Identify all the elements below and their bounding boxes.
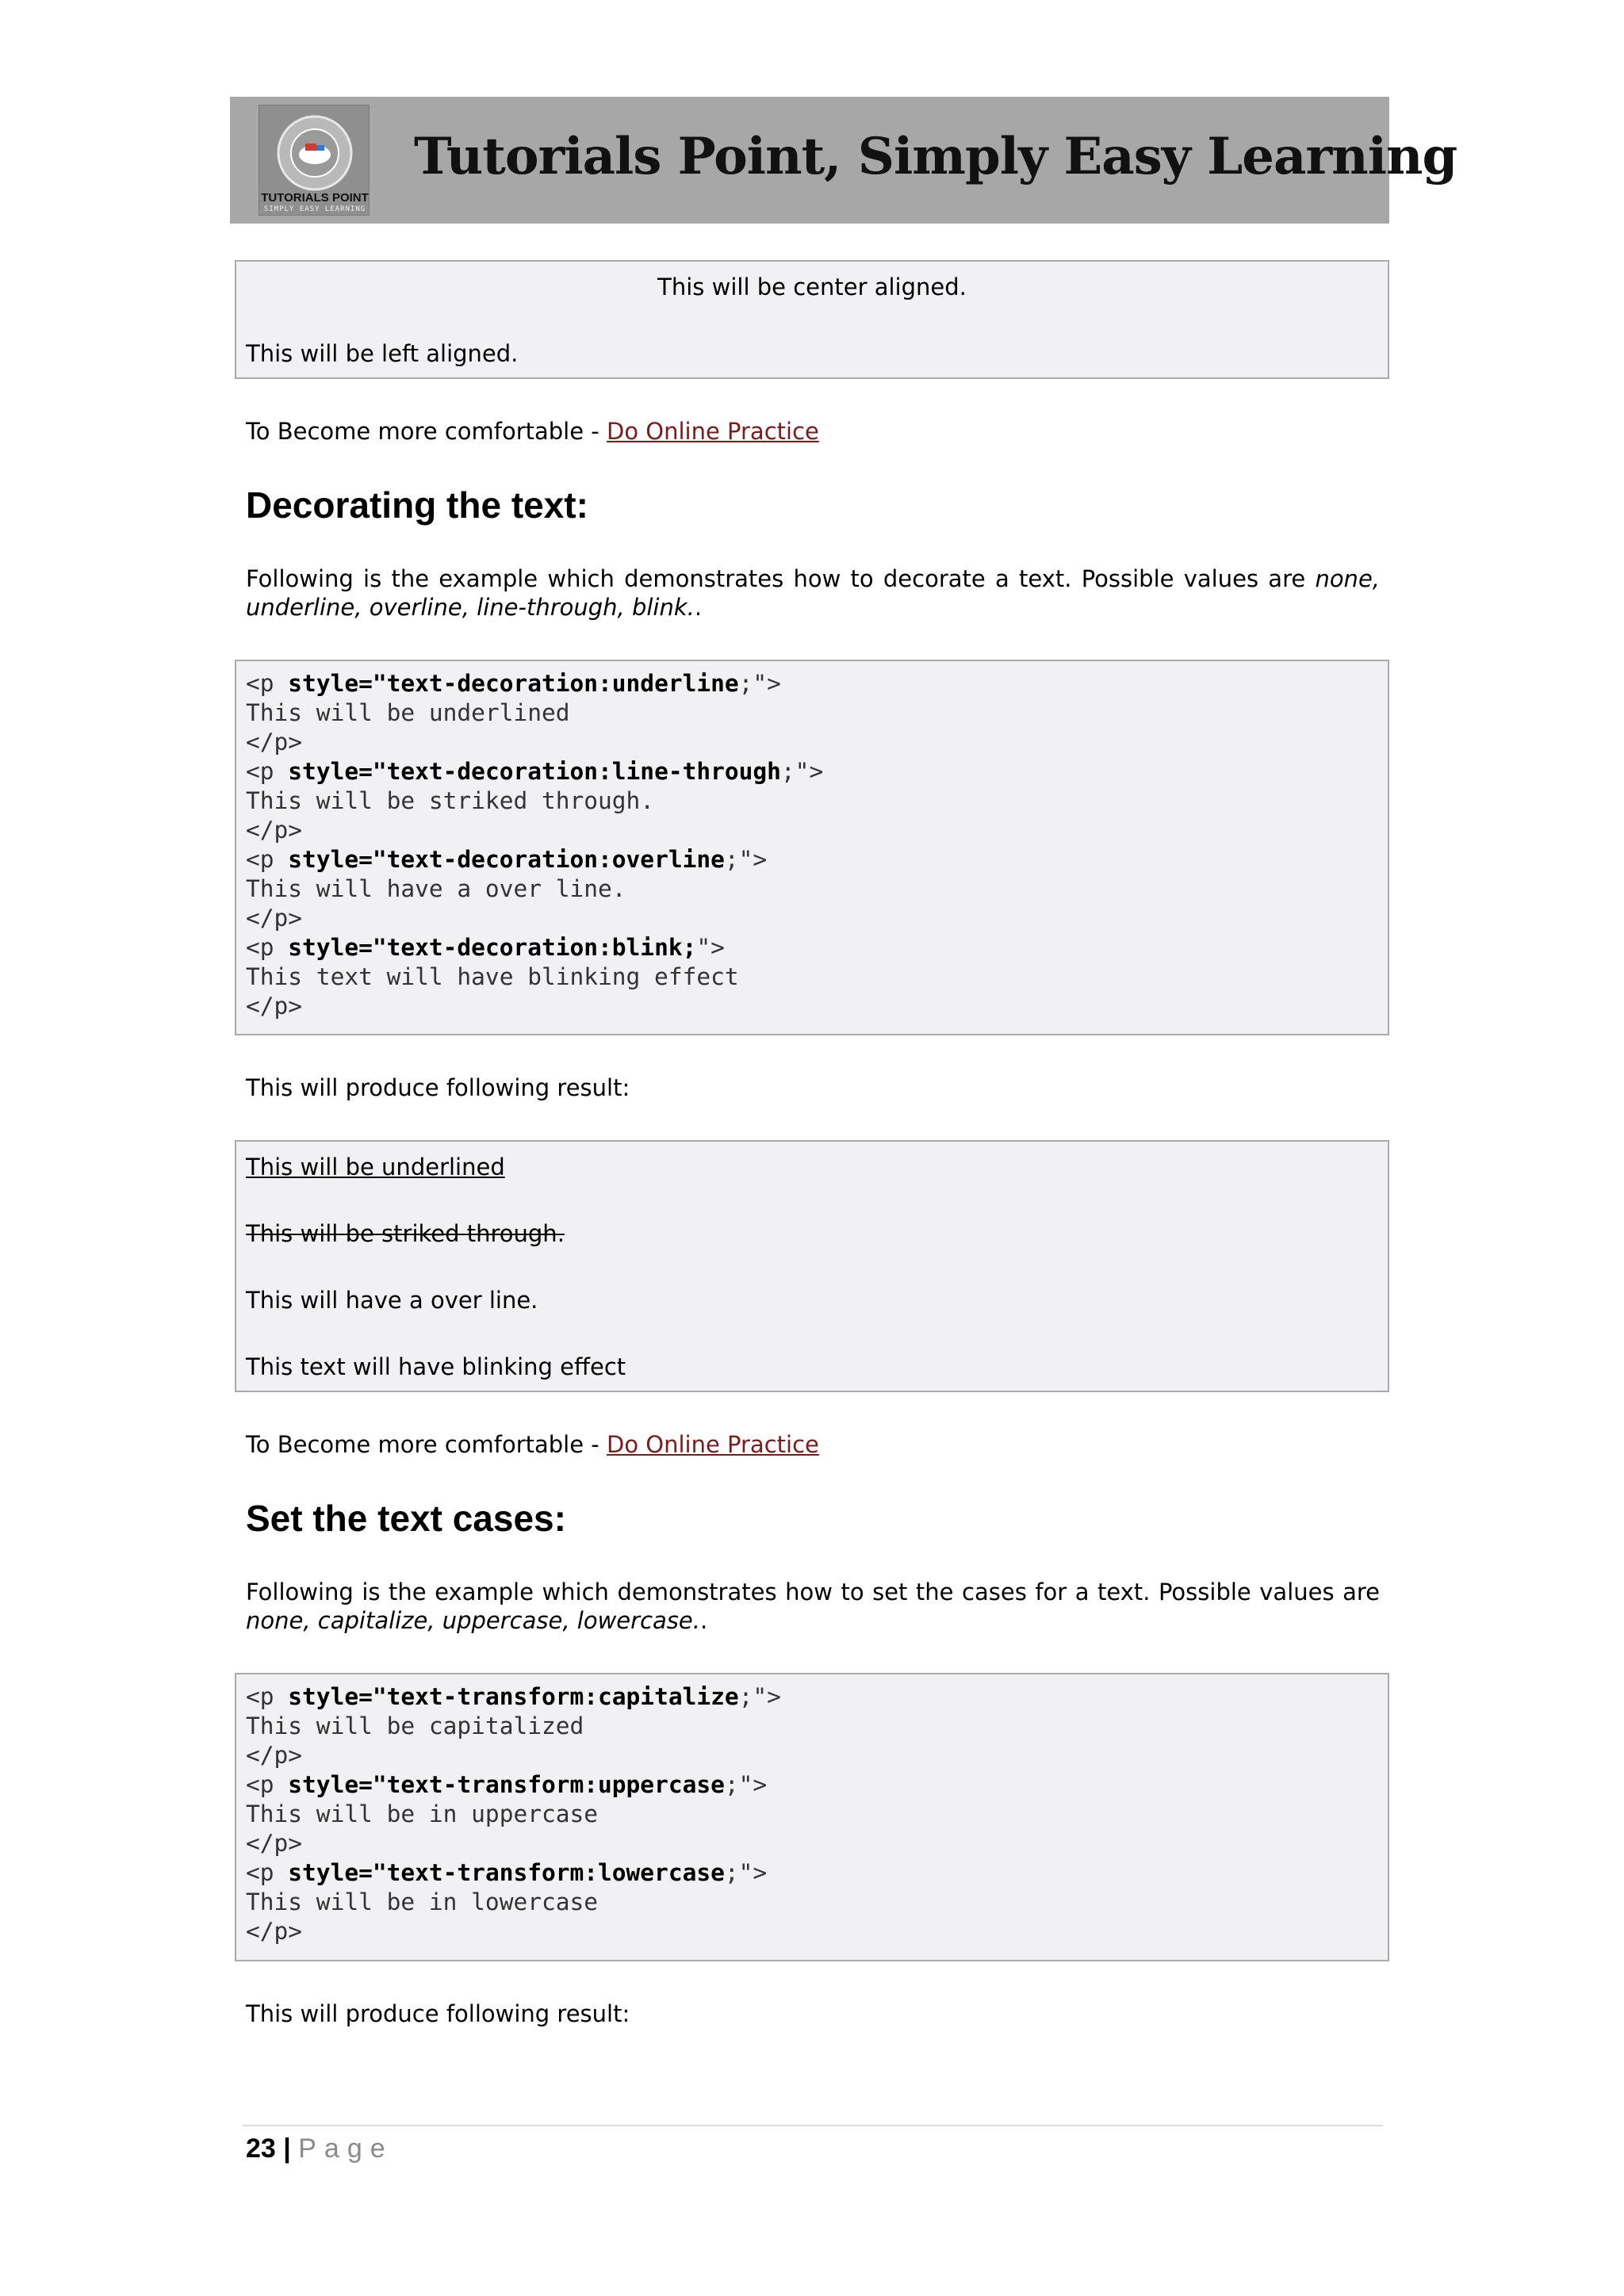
code-line: </p> bbox=[246, 905, 303, 932]
intro-text: Following is the example which demonstrates how to decorate a text. Possible values are bbox=[246, 565, 1316, 592]
practice-line-1 bbox=[246, 417, 1380, 446]
intro-end: . bbox=[694, 594, 703, 621]
code-line: This will be capitalized bbox=[246, 1712, 584, 1739]
intro-values: none, capitalize, uppercase, lowercase. bbox=[246, 1607, 700, 1634]
code-line: This text will have blinking effect bbox=[246, 963, 739, 990]
code-lines bbox=[236, 1682, 1388, 1946]
tutorials-point-logo bbox=[259, 105, 370, 216]
page-footer bbox=[246, 2133, 393, 2164]
practice-prefix: To Become more comfortable - bbox=[246, 418, 607, 445]
intro-values: none, underline, overline, line-through, blink. bbox=[246, 565, 1380, 621]
code-line: <p style="text-decoration:underline;"> bbox=[246, 670, 781, 697]
decorating-intro bbox=[246, 564, 1380, 622]
code-line: <p style="text-decoration:line-through;"> bbox=[246, 758, 824, 785]
footer-separator: | bbox=[283, 2133, 291, 2164]
cases-intro bbox=[246, 1578, 1380, 1635]
code-block-transform bbox=[235, 1673, 1389, 1961]
center-aligned-text: This will be center aligned. bbox=[657, 274, 967, 300]
practice-line-2 bbox=[246, 1430, 1380, 1459]
left-aligned-text: This will be left aligned. bbox=[246, 340, 519, 367]
result-label-1: This will produce following result: bbox=[246, 1074, 630, 1101]
logo-name: TUTORIALS POINT bbox=[261, 191, 369, 205]
decoration-result-box bbox=[235, 1140, 1389, 1392]
result-blink: This text will have blinking effect bbox=[246, 1353, 626, 1380]
footer-divider bbox=[243, 2125, 1383, 2126]
code-lines bbox=[236, 669, 1388, 1021]
code-line: </p> bbox=[246, 1830, 303, 1857]
code-line: This will be underlined bbox=[246, 699, 570, 726]
code-line: </p> bbox=[246, 817, 303, 844]
result-label-2: This will produce following result: bbox=[246, 2000, 630, 2027]
do-online-practice-link[interactable]: Do Online Practice bbox=[606, 418, 819, 445]
intro-text: Following is the example which demonstrates how to set the cases for a text. Possible values are bbox=[246, 1578, 1380, 1605]
code-line: </p> bbox=[246, 1742, 303, 1769]
section-heading-decorating: Decorating the text: bbox=[246, 484, 588, 526]
header-banner bbox=[230, 97, 1457, 224]
code-line: </p> bbox=[246, 993, 303, 1020]
result-underlined: This will be underlined bbox=[246, 1154, 505, 1181]
code-line: </p> bbox=[246, 1918, 303, 1945]
code-line: This will be striked through. bbox=[246, 787, 655, 814]
result-strikethrough: This will be striked through. bbox=[246, 1220, 565, 1247]
code-line: <p style="text-decoration:blink;"> bbox=[246, 934, 725, 961]
practice-prefix: To Become more comfortable - bbox=[246, 1431, 607, 1458]
align-result-box bbox=[235, 260, 1389, 379]
code-block-decoration bbox=[235, 660, 1389, 1035]
code-line: This will be in uppercase bbox=[246, 1800, 599, 1827]
code-line: This will have a over line. bbox=[246, 875, 626, 902]
page-number: 23 bbox=[246, 2133, 276, 2164]
code-line: <p style="text-decoration:overline;"> bbox=[246, 846, 768, 873]
section-heading-cases: Set the text cases: bbox=[246, 1498, 566, 1539]
code-line: <p style="text-transform:lowercase;"> bbox=[246, 1859, 768, 1886]
code-line: <p style="text-transform:capitalize;"> bbox=[246, 1683, 781, 1710]
intro-end: . bbox=[699, 1607, 708, 1634]
page-word: Page bbox=[298, 2133, 393, 2164]
do-online-practice-link[interactable]: Do Online Practice bbox=[606, 1431, 819, 1458]
code-line: <p style="text-transform:uppercase;"> bbox=[246, 1771, 768, 1798]
result-overline: This will have a over line. bbox=[246, 1287, 538, 1314]
banner-title: Tutorials Point, Simply Easy Learning bbox=[414, 127, 1457, 186]
code-line: This will be in lowercase bbox=[246, 1888, 599, 1915]
logo-tagline: SIMPLY EASY LEARNING bbox=[263, 205, 366, 213]
code-line: </p> bbox=[246, 729, 303, 756]
